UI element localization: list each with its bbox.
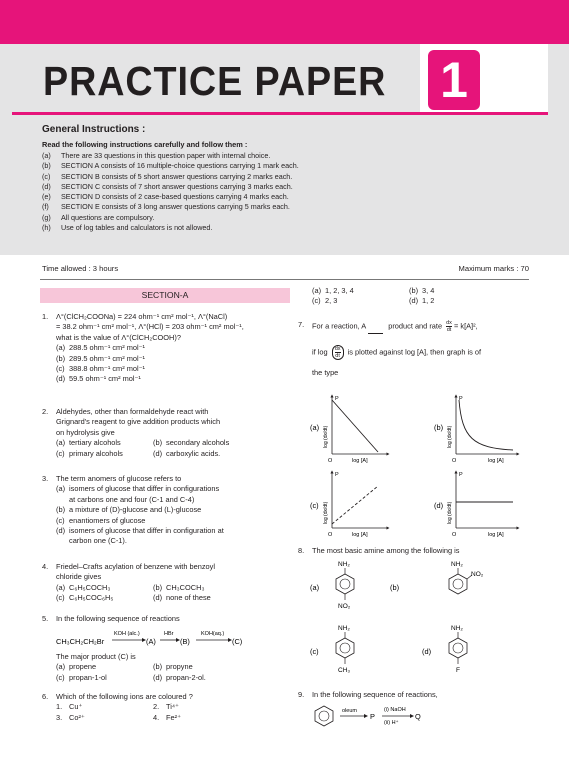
nh2-label: NH₂ (338, 561, 350, 568)
graph-d-xlabel: log [A] (488, 532, 504, 538)
product-a-label: (A) (146, 637, 156, 646)
graph-b-label: (b) (434, 423, 444, 432)
graph-d-origin: O (452, 532, 457, 538)
reaction-scheme-9 (310, 702, 510, 732)
graph-d-ylabel: log (dx/dt) (447, 501, 453, 524)
nh2-label: NH₂ (338, 625, 350, 632)
question-6-choices: (a) 1, 2, 3, 4 (b) 3, 4 (c) 2, 3 (d) 1, 2 (312, 286, 435, 306)
structure-a (310, 561, 354, 610)
graph-c-ylabel: log (dx/dt) (323, 501, 329, 524)
time-allowed: Time allowed : 3 hours (42, 264, 119, 273)
paper-number: 1 (428, 50, 480, 110)
graph-c-p: P (335, 472, 339, 478)
product-b-label: (B) (180, 637, 190, 646)
graph-b-ylabel: log (dx/dt) (447, 425, 453, 448)
graph-c (310, 472, 388, 538)
number-underline (420, 112, 548, 115)
question-8-structures (308, 556, 533, 678)
graph-c-label: (c) (310, 501, 319, 510)
no2-label: NO₂ (338, 603, 351, 610)
divider (40, 279, 529, 280)
structure-b (390, 561, 484, 594)
instruction-item: (e) SECTION D consists of 2 case-based questions carrying 4 marks each. (42, 192, 289, 202)
product-q-label: Q (415, 712, 421, 721)
instructions-list (42, 151, 299, 233)
graph-b (434, 396, 518, 464)
reactant-label: CH₃CH₂CH₂Br (56, 637, 105, 646)
graph-a-curve (332, 400, 378, 452)
graph-b-curve (459, 400, 513, 450)
question-7-graphs (308, 390, 533, 538)
product-c-label: (C) (232, 637, 243, 646)
graph-a-origin: O (328, 458, 333, 464)
graph-d-p: P (459, 472, 463, 478)
top-band (0, 0, 569, 44)
no2-label: NO₂ (471, 571, 484, 578)
instruction-item: (f) SECTION E consists of 3 long answer questions carrying 5 marks each. (42, 202, 290, 212)
option-d-label: (d) (422, 647, 432, 656)
title-underline (12, 112, 421, 115)
structure-c (310, 625, 354, 674)
graph-c-curve (332, 486, 378, 524)
instruction-item: (b) SECTION A consists of 16 multiple-choice questions carrying 1 mark each. (42, 161, 299, 171)
benzene-ring (336, 574, 354, 594)
option-a-label: (a) (310, 583, 320, 592)
instructions-title: General Instructions : (42, 124, 146, 135)
section-header: SECTION-A (40, 288, 290, 303)
benzene-ring (315, 706, 333, 726)
product-p-label: P (370, 712, 375, 721)
f-label: F (456, 667, 460, 674)
graph-c-origin: O (328, 532, 333, 538)
reagent-2-label: HBr (164, 631, 174, 637)
structure-d (422, 625, 467, 674)
benzene-ring (449, 574, 467, 594)
option-b-label: (b) (390, 583, 400, 592)
graph-a (310, 396, 388, 464)
instruction-item: (c) SECTION B consists of 5 short answer questions carrying 2 marks each. (42, 171, 293, 181)
instruction-item: (a) There are 33 questions in this question paper with internal choice. (42, 151, 271, 160)
graph-c-xlabel: log [A] (352, 532, 368, 538)
maximum-marks: Maximum marks : 70 (458, 264, 529, 273)
graph-d (434, 472, 518, 538)
graph-a-ylabel: log (dx/dt) (323, 425, 329, 448)
reagent-1-label: KOH (alc.) (114, 631, 140, 637)
instruction-item: (g) All questions are compulsory. (42, 212, 155, 222)
instruction-item: (d) SECTION C consists of 7 short answer questions carrying 3 marks each. (42, 181, 293, 191)
benzene-ring (336, 638, 354, 658)
option-c-label: (c) (310, 647, 319, 656)
instructions-intro: Read the following instructions carefully and follow them : (42, 140, 248, 149)
reagent-3-label: KOH(aq.) (201, 631, 225, 637)
graph-a-label: (a) (310, 423, 320, 432)
page-title: PRACTICE PAPER (43, 58, 387, 104)
graph-b-p: P (459, 396, 463, 402)
h-plus-label: (ii) H⁺ (384, 720, 399, 726)
graph-a-xlabel: log [A] (352, 458, 368, 464)
ch3-label: CH₃ (338, 667, 351, 674)
benzene-ring (449, 638, 467, 658)
oleum-label: oleum (342, 708, 357, 714)
question-7-line-2: if log $\frac{dx}{dt}$ is plotted against log [A], then graph is of the type (312, 346, 482, 377)
reaction-scheme-5 (56, 626, 286, 648)
nh2-label: NH₂ (451, 561, 463, 568)
instruction-item: (h) Use of log tables and calculators is not allowed. (42, 223, 213, 233)
graph-d-label: (d) (434, 501, 444, 510)
graph-b-origin: O (452, 458, 457, 464)
graph-a-p: P (335, 396, 339, 402)
graph-b-xlabel: log [A] (488, 458, 504, 464)
naoh-label: (i) NaOH (384, 707, 406, 713)
nh2-label: NH₂ (451, 625, 463, 632)
